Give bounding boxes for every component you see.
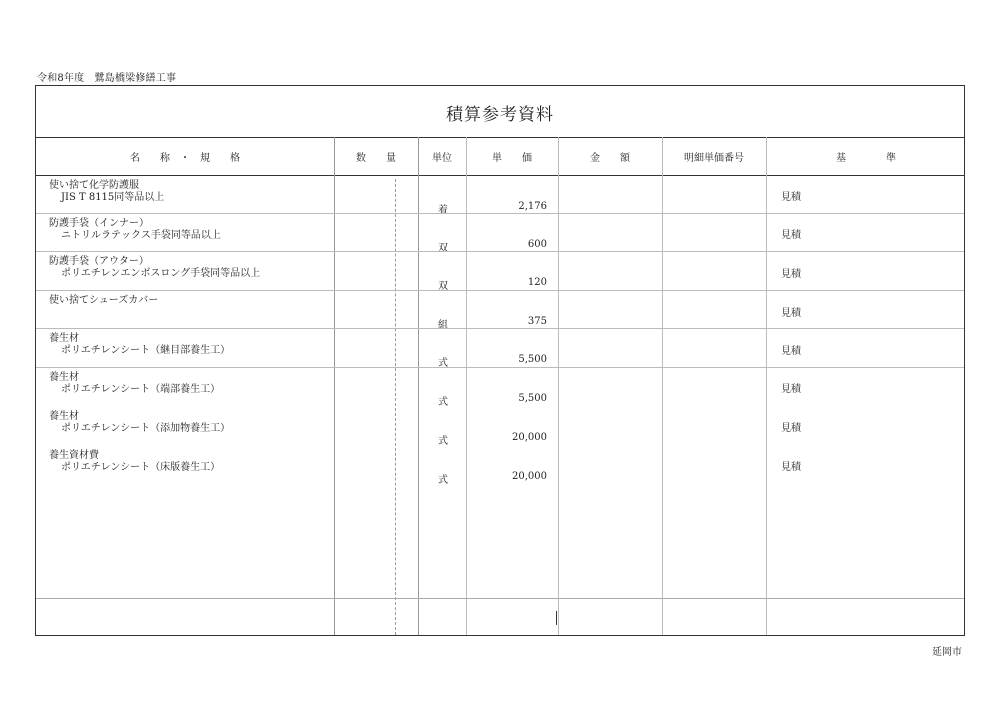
item-basis: 見積 (781, 423, 801, 434)
item-name: 使い捨て化学防護服 (49, 180, 139, 191)
item-spec: ニトリルラテックス手袋同等品以上 (61, 230, 221, 241)
table-row (36, 291, 964, 329)
item-basis: 見積 (781, 346, 801, 357)
item-spec: ポリエチレンシート（継目部養生工） (61, 345, 231, 356)
column-header-amount: 金 額 (590, 153, 630, 164)
item-spec: ポリエチレンエンボスロング手袋同等品以上 (61, 268, 261, 279)
item-name: 養生材 (49, 333, 79, 344)
column-header-quantity: 数 量 (356, 153, 396, 164)
city-name: 延岡市 (932, 647, 962, 658)
item-unit-price: 5,500 (518, 393, 547, 404)
column-header-unit-price: 単 価 (492, 153, 532, 164)
item-spec: ポリエチレンシート（床版養生工） (61, 462, 221, 473)
item-unit: 式 (438, 397, 448, 408)
title-band (36, 86, 964, 138)
item-unit-price: 20,000 (512, 432, 547, 443)
item-unit: 組 (438, 320, 448, 331)
table-row (36, 175, 964, 214)
item-unit-price: 20,000 (512, 471, 547, 482)
item-unit: 式 (438, 475, 448, 486)
table-row (36, 407, 964, 446)
document-header-note: 令和8年度 鷺島橋梁修繕工事 (37, 73, 177, 84)
item-basis: 見積 (781, 308, 801, 319)
item-name: 使い捨てシューズカバー (49, 295, 159, 306)
sheet-title: 積算参考資料 (446, 105, 554, 125)
column-header-row (36, 137, 964, 176)
item-unit-price: 2,176 (518, 201, 547, 212)
estimate-sheet (35, 85, 965, 636)
item-unit-price: 120 (527, 277, 547, 288)
table-row (36, 446, 964, 485)
item-basis: 見積 (781, 269, 801, 280)
item-name: 防護手袋（インナー） (49, 218, 149, 229)
item-unit: 式 (438, 436, 448, 447)
item-spec: JIS T 8115同等品以上 (61, 192, 165, 203)
column-header-name: 名 称 ・ 規 格 (130, 153, 240, 164)
item-unit: 式 (438, 358, 448, 369)
item-unit: 双 (438, 243, 448, 254)
table-row (36, 368, 964, 407)
column-header-basis: 基 準 (836, 153, 896, 164)
item-unit: 着 (438, 205, 448, 216)
item-name: 養生材 (49, 372, 79, 383)
total-row-blank (598, 606, 662, 630)
item-name: 防護手袋（アウター） (49, 256, 149, 267)
table-row (36, 252, 964, 291)
item-basis: 見積 (781, 384, 801, 395)
total-row-divider (36, 598, 964, 599)
item-unit-price: 600 (527, 239, 547, 250)
table-row (36, 329, 964, 368)
item-unit-price: 5,500 (518, 354, 547, 365)
item-unit: 双 (438, 281, 448, 292)
column-header-unit: 単位 (432, 153, 452, 164)
item-name: 養生材 (49, 411, 79, 422)
text-cursor-mark (556, 611, 557, 625)
item-spec: ポリエチレンシート（端部養生工） (61, 384, 221, 395)
item-spec: ポリエチレンシート（添加物養生工） (61, 423, 231, 434)
item-basis: 見積 (781, 230, 801, 241)
item-unit-price: 375 (527, 316, 547, 327)
item-basis: 見積 (781, 462, 801, 473)
item-name: 養生資材費 (49, 450, 99, 461)
column-header-detail-number: 明細単価番号 (684, 153, 744, 164)
table-row (36, 214, 964, 252)
item-basis: 見積 (781, 192, 801, 203)
